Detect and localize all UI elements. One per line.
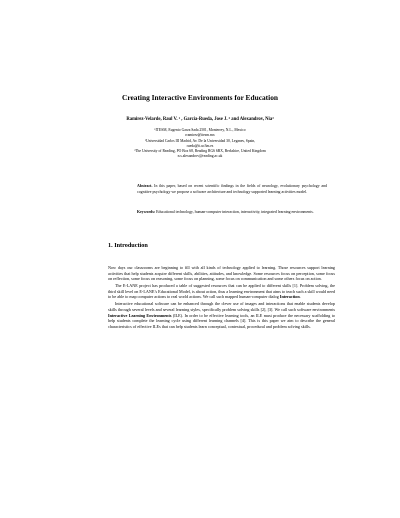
paragraph-3-text: Interactive educational software can be enhanced through the clever use of images and interactions that enable students develop skills through several levels and several learning styles, specifically problem solving skills [2], [3]. We call such software environments [108, 301, 335, 313]
section-heading: 1. Introduction [108, 242, 148, 249]
keywords-label: Keywords: [137, 210, 156, 214]
email-3: n.s.alexandrov@reading.ac.uk [177, 154, 223, 159]
author-list: Ramirez-Velarde, Raul V. ¹ , Garcia-Rueda, Jose J. ² and Alexandrov, Nia³ [126, 117, 274, 122]
abstract [137, 184, 327, 195]
paper-title: Creating Interactive Environments for Education [121, 93, 279, 102]
body-text [108, 265, 335, 331]
affiliation-1: ¹ITESM, Eugenio Garza Sada 2501, Monterrey, N.L., Mexico [154, 128, 246, 132]
affiliations [60, 128, 340, 160]
keywords [137, 210, 327, 216]
email-1: rramirez@itesm.mx [185, 133, 215, 138]
paragraph-3-end: (ILE). In order to be effective learning tools, an ILE must produce the necessary scaffolding to help students complete the learning cycle using different learning channels [4]. This is this paper we aim to describe the general characteristics of effective ILEs that can help students learn conceptual, contextual, procedural and problem solving skills. [108, 312, 335, 329]
paragraph-2-emphasis: Interaction [279, 294, 300, 300]
keywords-text: Educational technology, human-computer interaction, interactivity, integrated learning environments. [155, 210, 314, 214]
paragraph-3-emphasis: Interactive Learning Environments [108, 312, 172, 318]
abstract-label: Abstract. [137, 184, 153, 188]
paragraph-2 [108, 283, 335, 300]
paragraph-3 [108, 301, 335, 329]
paragraph-2-text: The E-LANE project has produced a table of suggested resources that can be applied to different skills [1]. Problem solving, the third skill level on E-LANE’s Educational Model, is about action, thus a learning environment that aims to teach such a skill would need to be able to map computer actions to real world actions. We call such mapped human-computer dialog [108, 283, 335, 300]
affiliation-3: ³The University of Reading, PO Box 68, Reading RG6 6BX, Berkshire, United Kingdom [134, 149, 266, 154]
email-2: rueda@it.uc3m.es [186, 143, 214, 148]
abstract-text: In this paper, based on recent scientific findings in the fields of neurology, evolutionary psychology and cognitive psychology we propose a software architecture and technology supported learning activities model. [137, 184, 327, 194]
affiliation-2: ²Universidad Carlos III Madrid, Av. De la Universidad 30, Leganes, Spain, [144, 138, 256, 143]
paragraph-1: Now days our classrooms are beginning to fill with all kinds of technology applied to learning. Those resources support learning activities that help students acquire different skills, abilities, attitudes, and knowledge. Some resources focus on perception, some focus on reflection, some focus on reasoning, some focus on planning, some focus on communication and some others focus on action. [108, 265, 335, 282]
paragraph-2-end: . [299, 294, 301, 300]
